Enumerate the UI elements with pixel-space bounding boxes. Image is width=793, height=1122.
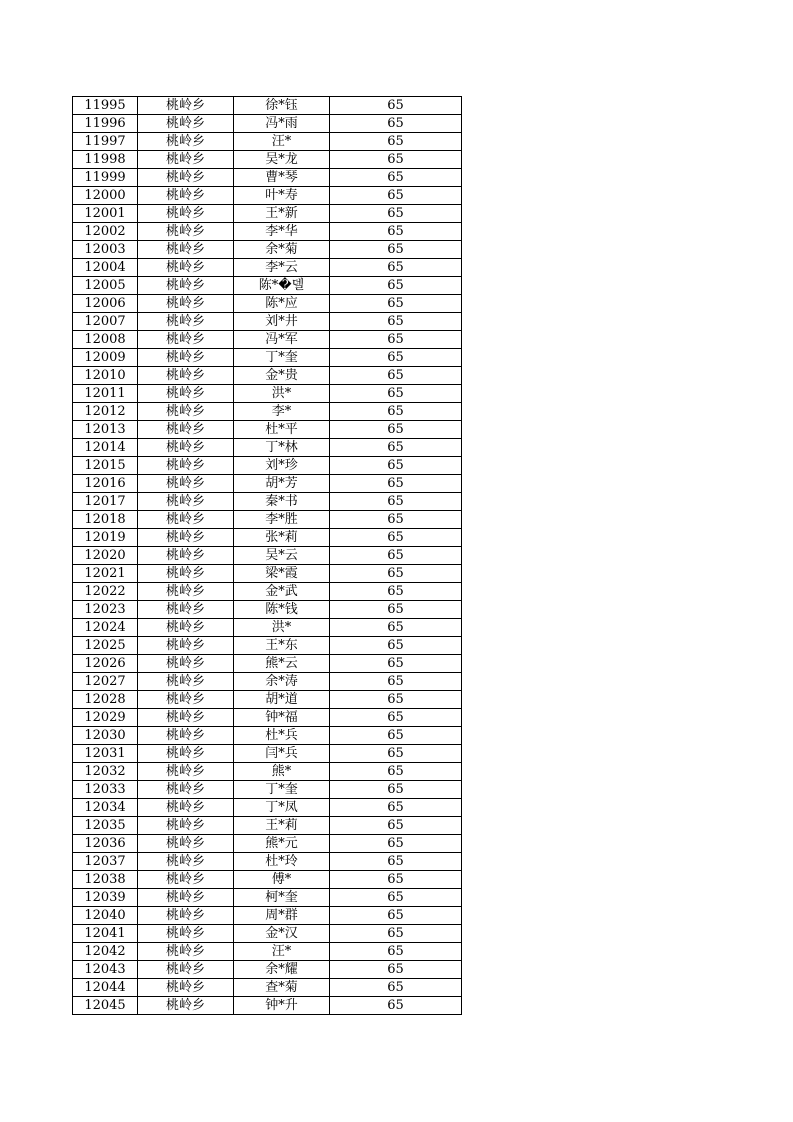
cell-name: 周*群: [234, 907, 330, 925]
cell-name: 熊*: [234, 763, 330, 781]
table-row: [73, 493, 462, 511]
cell-name: 刘*井: [234, 313, 330, 331]
cell-township: 桃岭乡: [138, 907, 234, 925]
cell-amount: 65: [330, 223, 462, 241]
cell-name: 曹*琴: [234, 169, 330, 187]
table-row: [73, 817, 462, 835]
table-row: [73, 547, 462, 565]
table-row: [73, 907, 462, 925]
cell-amount: 65: [330, 709, 462, 727]
cell-township: 桃岭乡: [138, 421, 234, 439]
table-row: [73, 601, 462, 619]
cell-id: 11997: [73, 133, 138, 151]
cell-township: 桃岭乡: [138, 547, 234, 565]
table-row: [73, 367, 462, 385]
cell-amount: 65: [330, 169, 462, 187]
cell-township: 桃岭乡: [138, 961, 234, 979]
cell-township: 桃岭乡: [138, 511, 234, 529]
cell-name: 吴*云: [234, 547, 330, 565]
cell-name: 柯*奎: [234, 889, 330, 907]
cell-name: 王*新: [234, 205, 330, 223]
cell-id: 12041: [73, 925, 138, 943]
cell-township: 桃岭乡: [138, 925, 234, 943]
cell-id: 12017: [73, 493, 138, 511]
cell-name: 洪*: [234, 385, 330, 403]
cell-amount: 65: [330, 817, 462, 835]
cell-township: 桃岭乡: [138, 403, 234, 421]
cell-name: 胡*道: [234, 691, 330, 709]
cell-id: 12008: [73, 331, 138, 349]
cell-amount: 65: [330, 907, 462, 925]
cell-name: 熊*元: [234, 835, 330, 853]
cell-id: 12020: [73, 547, 138, 565]
cell-name: 余*涛: [234, 673, 330, 691]
cell-amount: 65: [330, 205, 462, 223]
cell-amount: 65: [330, 331, 462, 349]
table-row: [73, 115, 462, 133]
cell-id: 12025: [73, 637, 138, 655]
cell-name: 叶*寿: [234, 187, 330, 205]
cell-township: 桃岭乡: [138, 457, 234, 475]
cell-id: 12027: [73, 673, 138, 691]
cell-amount: 65: [330, 439, 462, 457]
cell-amount: 65: [330, 115, 462, 133]
cell-amount: 65: [330, 259, 462, 277]
cell-name: 张*莉: [234, 529, 330, 547]
cell-township: 桃岭乡: [138, 313, 234, 331]
cell-township: 桃岭乡: [138, 223, 234, 241]
cell-id: 12000: [73, 187, 138, 205]
cell-name: 汪*: [234, 943, 330, 961]
table-row: [73, 97, 462, 115]
cell-id: 12006: [73, 295, 138, 313]
table-row: [73, 637, 462, 655]
cell-township: 桃岭乡: [138, 367, 234, 385]
cell-name: 杜*玲: [234, 853, 330, 871]
cell-amount: 65: [330, 277, 462, 295]
cell-id: 12005: [73, 277, 138, 295]
cell-township: 桃岭乡: [138, 115, 234, 133]
cell-township: 桃岭乡: [138, 997, 234, 1015]
cell-id: 12014: [73, 439, 138, 457]
cell-amount: 65: [330, 133, 462, 151]
cell-township: 桃岭乡: [138, 295, 234, 313]
table-row: [73, 997, 462, 1015]
cell-id: 12038: [73, 871, 138, 889]
cell-amount: 65: [330, 241, 462, 259]
cell-id: 12029: [73, 709, 138, 727]
cell-amount: 65: [330, 619, 462, 637]
cell-id: 12030: [73, 727, 138, 745]
cell-township: 桃岭乡: [138, 745, 234, 763]
cell-name: 闫*兵: [234, 745, 330, 763]
table-row: [73, 889, 462, 907]
table-row: [73, 349, 462, 367]
table-row: [73, 385, 462, 403]
cell-name: 李*: [234, 403, 330, 421]
cell-name: 冯*军: [234, 331, 330, 349]
cell-amount: 65: [330, 655, 462, 673]
cell-name: 钟*升: [234, 997, 330, 1015]
cell-amount: 65: [330, 835, 462, 853]
cell-township: 桃岭乡: [138, 853, 234, 871]
table-row: [73, 457, 462, 475]
table-row: [73, 169, 462, 187]
cell-township: 桃岭乡: [138, 97, 234, 115]
cell-name: 吴*龙: [234, 151, 330, 169]
cell-name: 傅*: [234, 871, 330, 889]
cell-amount: 65: [330, 745, 462, 763]
cell-name: 秦*书: [234, 493, 330, 511]
cell-township: 桃岭乡: [138, 637, 234, 655]
cell-township: 桃岭乡: [138, 889, 234, 907]
table-row: [73, 313, 462, 331]
cell-amount: 65: [330, 583, 462, 601]
table-row: [73, 925, 462, 943]
cell-id: 12024: [73, 619, 138, 637]
cell-township: 桃岭乡: [138, 205, 234, 223]
cell-id: 12002: [73, 223, 138, 241]
cell-amount: 65: [330, 727, 462, 745]
cell-name: 杜*平: [234, 421, 330, 439]
cell-id: 12039: [73, 889, 138, 907]
cell-name: 杜*兵: [234, 727, 330, 745]
cell-id: 12019: [73, 529, 138, 547]
cell-township: 桃岭乡: [138, 475, 234, 493]
cell-id: 12013: [73, 421, 138, 439]
cell-amount: 65: [330, 187, 462, 205]
cell-name: 李*华: [234, 223, 330, 241]
cell-name: 丁*凤: [234, 799, 330, 817]
cell-amount: 65: [330, 511, 462, 529]
table-row: [73, 961, 462, 979]
table-row: [73, 799, 462, 817]
table-row: [73, 943, 462, 961]
cell-id: 12035: [73, 817, 138, 835]
cell-name: 汪*: [234, 133, 330, 151]
table-row: [73, 151, 462, 169]
cell-id: 12040: [73, 907, 138, 925]
cell-id: 12028: [73, 691, 138, 709]
cell-id: 12012: [73, 403, 138, 421]
table-body: [73, 97, 462, 1015]
cell-name: 洪*: [234, 619, 330, 637]
cell-id: 12001: [73, 205, 138, 223]
cell-id: 12016: [73, 475, 138, 493]
cell-township: 桃岭乡: [138, 817, 234, 835]
cell-amount: 65: [330, 349, 462, 367]
cell-id: 12026: [73, 655, 138, 673]
table-row: [73, 745, 462, 763]
table-row: [73, 277, 462, 295]
cell-township: 桃岭乡: [138, 619, 234, 637]
cell-id: 12042: [73, 943, 138, 961]
cell-name: 梁*霞: [234, 565, 330, 583]
cell-township: 桃岭乡: [138, 583, 234, 601]
cell-amount: 65: [330, 421, 462, 439]
cell-township: 桃岭乡: [138, 943, 234, 961]
cell-id: 11999: [73, 169, 138, 187]
cell-amount: 65: [330, 961, 462, 979]
cell-amount: 65: [330, 763, 462, 781]
cell-id: 12033: [73, 781, 138, 799]
cell-name: 余*耀: [234, 961, 330, 979]
table-row: [73, 259, 462, 277]
cell-amount: 65: [330, 925, 462, 943]
cell-amount: 65: [330, 853, 462, 871]
table-row: [73, 187, 462, 205]
cell-name: 熊*云: [234, 655, 330, 673]
cell-name: 陈*应: [234, 295, 330, 313]
cell-amount: 65: [330, 403, 462, 421]
cell-id: 12009: [73, 349, 138, 367]
cell-amount: 65: [330, 547, 462, 565]
cell-name: 刘*珍: [234, 457, 330, 475]
table-row: [73, 565, 462, 583]
cell-township: 桃岭乡: [138, 673, 234, 691]
cell-township: 桃岭乡: [138, 331, 234, 349]
cell-name: 金*汉: [234, 925, 330, 943]
table-row: [73, 709, 462, 727]
cell-amount: 65: [330, 565, 462, 583]
cell-id: 11998: [73, 151, 138, 169]
cell-township: 桃岭乡: [138, 799, 234, 817]
table-row: [73, 205, 462, 223]
cell-amount: 65: [330, 943, 462, 961]
cell-township: 桃岭乡: [138, 763, 234, 781]
cell-amount: 65: [330, 151, 462, 169]
cell-township: 桃岭乡: [138, 133, 234, 151]
cell-township: 桃岭乡: [138, 781, 234, 799]
cell-id: 12045: [73, 997, 138, 1015]
table-row: [73, 835, 462, 853]
cell-township: 桃岭乡: [138, 151, 234, 169]
cell-amount: 65: [330, 889, 462, 907]
cell-township: 桃岭乡: [138, 601, 234, 619]
cell-amount: 65: [330, 637, 462, 655]
cell-name: 李*云: [234, 259, 330, 277]
cell-township: 桃岭乡: [138, 979, 234, 997]
cell-township: 桃岭乡: [138, 529, 234, 547]
table-row: [73, 295, 462, 313]
table-row: [73, 439, 462, 457]
cell-township: 桃岭乡: [138, 187, 234, 205]
cell-id: 12037: [73, 853, 138, 871]
cell-township: 桃岭乡: [138, 385, 234, 403]
cell-township: 桃岭乡: [138, 709, 234, 727]
table-row: [73, 133, 462, 151]
table-row: [73, 241, 462, 259]
cell-amount: 65: [330, 871, 462, 889]
table-row: [73, 673, 462, 691]
table-row: [73, 223, 462, 241]
cell-id: 12043: [73, 961, 138, 979]
cell-id: 12004: [73, 259, 138, 277]
cell-id: 11995: [73, 97, 138, 115]
cell-id: 12031: [73, 745, 138, 763]
cell-id: 12034: [73, 799, 138, 817]
cell-name: 李*胜: [234, 511, 330, 529]
cell-name: 胡*芳: [234, 475, 330, 493]
cell-township: 桃岭乡: [138, 349, 234, 367]
cell-name: 王*莉: [234, 817, 330, 835]
cell-township: 桃岭乡: [138, 259, 234, 277]
cell-amount: 65: [330, 475, 462, 493]
table-row: [73, 475, 462, 493]
cell-name: 陈*钱: [234, 601, 330, 619]
cell-township: 桃岭乡: [138, 439, 234, 457]
cell-name: 余*菊: [234, 241, 330, 259]
cell-id: 12011: [73, 385, 138, 403]
cell-name: 丁*奎: [234, 781, 330, 799]
table-row: [73, 619, 462, 637]
cell-township: 桃岭乡: [138, 871, 234, 889]
cell-id: 12032: [73, 763, 138, 781]
cell-amount: 65: [330, 997, 462, 1015]
table-row: [73, 331, 462, 349]
cell-id: 12044: [73, 979, 138, 997]
cell-township: 桃岭乡: [138, 691, 234, 709]
cell-amount: 65: [330, 691, 462, 709]
table-row: [73, 727, 462, 745]
cell-name: 丁*林: [234, 439, 330, 457]
cell-amount: 65: [330, 673, 462, 691]
cell-id: 12003: [73, 241, 138, 259]
cell-township: 桃岭乡: [138, 727, 234, 745]
cell-name: 金*武: [234, 583, 330, 601]
table-row: [73, 583, 462, 601]
cell-amount: 65: [330, 457, 462, 475]
cell-township: 桃岭乡: [138, 493, 234, 511]
cell-amount: 65: [330, 367, 462, 385]
cell-township: 桃岭乡: [138, 835, 234, 853]
table-row: [73, 655, 462, 673]
cell-id: 12010: [73, 367, 138, 385]
cell-township: 桃岭乡: [138, 655, 234, 673]
cell-township: 桃岭乡: [138, 169, 234, 187]
cell-amount: 65: [330, 781, 462, 799]
table-row: [73, 511, 462, 529]
cell-name: 徐*钰: [234, 97, 330, 115]
table-row: [73, 979, 462, 997]
cell-id: 12018: [73, 511, 138, 529]
cell-name: 丁*奎: [234, 349, 330, 367]
cell-amount: 65: [330, 979, 462, 997]
cell-township: 桃岭乡: [138, 565, 234, 583]
table-row: [73, 421, 462, 439]
cell-amount: 65: [330, 295, 462, 313]
cell-id: 12036: [73, 835, 138, 853]
cell-id: 12023: [73, 601, 138, 619]
cell-name: 金*贵: [234, 367, 330, 385]
cell-id: 12022: [73, 583, 138, 601]
cell-id: 12007: [73, 313, 138, 331]
cell-name: 查*菊: [234, 979, 330, 997]
table-row: [73, 871, 462, 889]
cell-name: 陈*�델: [234, 277, 330, 295]
cell-name: 钟*福: [234, 709, 330, 727]
cell-amount: 65: [330, 799, 462, 817]
cell-amount: 65: [330, 601, 462, 619]
table-row: [73, 763, 462, 781]
cell-amount: 65: [330, 493, 462, 511]
table-row: [73, 691, 462, 709]
cell-name: 冯*雨: [234, 115, 330, 133]
cell-amount: 65: [330, 313, 462, 331]
cell-amount: 65: [330, 97, 462, 115]
cell-id: 12021: [73, 565, 138, 583]
table-row: [73, 403, 462, 421]
cell-township: 桃岭乡: [138, 277, 234, 295]
cell-township: 桃岭乡: [138, 241, 234, 259]
cell-id: 12015: [73, 457, 138, 475]
table-row: [73, 529, 462, 547]
cell-id: 11996: [73, 115, 138, 133]
cell-amount: 65: [330, 385, 462, 403]
table-row: [73, 853, 462, 871]
data-table: [72, 96, 462, 1015]
cell-amount: 65: [330, 529, 462, 547]
cell-name: 王*东: [234, 637, 330, 655]
table-row: [73, 781, 462, 799]
